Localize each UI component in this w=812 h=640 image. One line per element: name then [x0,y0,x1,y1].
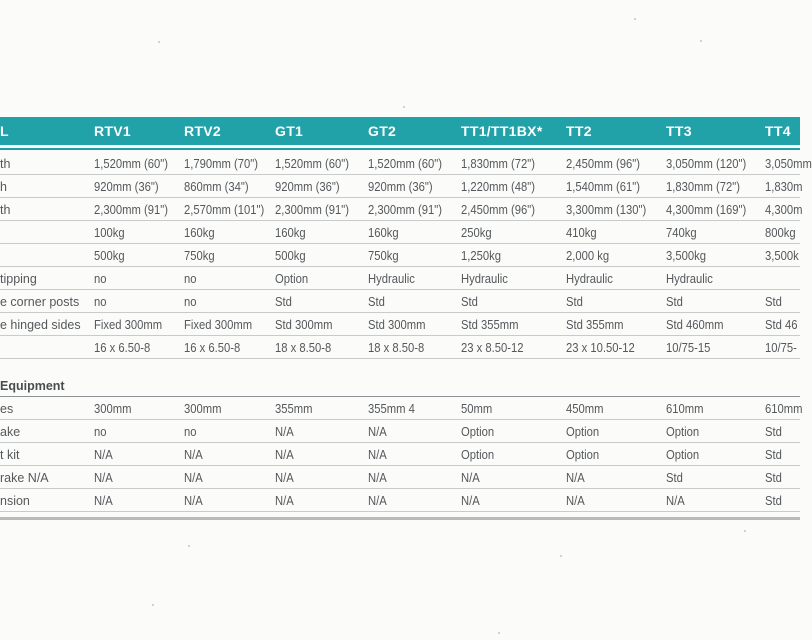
table-cell: no [184,295,197,309]
table-cell: 750kg [184,249,215,263]
table-cell: 1,250kg [461,249,502,263]
table-cell: 3,500k [765,249,799,263]
row-label: th [0,157,11,171]
table-cell: Fixed 300mm [94,318,163,332]
table-cell: 2,000 kg [566,249,610,263]
table-cell: N/A [666,494,685,508]
table-cell: 750kg [368,249,399,263]
equipment-row [0,444,800,466]
table-cell: Std [461,295,478,309]
paper-speck [700,40,702,42]
table-cell: 2,300mm (91") [94,203,169,217]
header-cell-gt2: GT2 [368,123,397,139]
row-label: rake N/A [0,471,49,485]
table-cell: 1,520mm (60") [368,157,443,171]
row-label: e hinged sides [0,318,81,332]
table-cell: 2,300mm (91") [368,203,443,217]
table-cell: 860mm (34") [184,180,249,194]
row-label: th [0,203,11,217]
table-cell: Std [275,295,292,309]
table-cell: N/A [94,471,113,485]
paper-speck [188,545,190,547]
row-label: h [0,180,7,194]
table-cell: 355mm 4 [368,402,415,416]
row-label: tipping [0,272,37,286]
header-cell-rtv2: RTV2 [184,123,221,139]
table-cell: Hydraulic [461,272,508,286]
table-cell: 920mm (36") [94,180,159,194]
table-cell: 1,830mm (72") [461,157,536,171]
equipment-row [0,398,803,420]
table-cell: 500kg [94,249,125,263]
table-cell: no [94,295,107,309]
row-label: e corner posts [0,295,80,309]
table-cell: N/A [461,471,480,485]
table-cell: 500kg [275,249,306,263]
paper-speck [152,604,154,606]
table-cell: 300mm [184,402,222,416]
table-cell: 1,540mm (61") [566,180,641,194]
table-cell: Option [666,425,700,439]
table-cell: N/A [368,494,387,508]
table-cell: 250kg [461,226,492,240]
table-cell: N/A [368,448,387,462]
table-cell: N/A [275,448,294,462]
table-cell: Std [666,295,683,309]
spec-row [0,268,800,290]
header-cell-rtv1: RTV1 [94,123,131,139]
table-cell: 740kg [666,226,697,240]
table-cell: 16 x 6.50-8 [184,341,241,355]
table-cell: N/A [184,471,203,485]
header-cell-label: L [0,123,9,139]
paper-speck [498,632,500,634]
table-cell: 610mm [666,402,704,416]
table-cell: 16 x 6.50-8 [94,341,151,355]
header-cell-tt4: TT4 [765,123,791,139]
equipment-row [0,490,800,512]
table-cell: 920mm (36") [275,180,340,194]
table-cell: 3,300mm (130") [566,203,647,217]
table-cell: 450mm [566,402,604,416]
section-title: Equipment [0,379,65,393]
spec-row [0,314,800,336]
table-cell: 1,830mm (72") [666,180,741,194]
section-rule [0,396,800,397]
table-cell: Std [765,471,782,485]
table-cell: 800kg [765,226,796,240]
row-label [0,337,90,359]
table-cell: no [184,272,197,286]
table-cell: Std [566,295,583,309]
table-cell: 355mm [275,402,313,416]
table-cell: 1,520mm (60") [94,157,169,171]
table-cell: N/A [566,471,585,485]
table-cell: 610mm [765,402,803,416]
table-cell: N/A [275,494,294,508]
table-cell: N/A [275,425,294,439]
table-cell: 1,790mm (70") [184,157,259,171]
table-cell: 23 x 10.50-12 [566,341,635,355]
table-cell: Std 300mm [368,318,426,332]
table-cell: Std [765,295,782,309]
spec-row [0,291,800,313]
table-cell: N/A [94,494,113,508]
row-label [0,245,90,267]
table-cell: 2,300mm (91") [275,203,350,217]
equipment-row [0,467,800,489]
table-cell: N/A [368,425,387,439]
table-cell: 2,450mm (96") [461,203,536,217]
table-cell: Fixed 300mm [184,318,253,332]
table-cell: 160kg [368,226,399,240]
table-cell: 1,830m [765,180,803,194]
table-cell: 2,450mm (96") [566,157,641,171]
table-cell: Hydraulic [368,272,415,286]
equipment-row [0,421,800,443]
table-cell: no [184,425,197,439]
table-cell: 18 x 8.50-8 [275,341,332,355]
table-cell: 3,500kg [666,249,707,263]
table-cell: 10/75- [765,341,797,355]
row-label: ake [0,425,21,439]
table-cell: N/A [368,471,387,485]
table-cell: 3,050mm [765,157,812,171]
row-label [0,222,90,244]
table-cell: Std [765,448,782,462]
table-cell: Std [765,425,782,439]
table-cell: Std [765,494,782,508]
spec-row [0,176,803,198]
header-cell-tt2: TT2 [566,123,592,139]
table-cell: 2,570mm (101") [184,203,265,217]
table-cell: Option [275,272,309,286]
table-cell: 160kg [184,226,215,240]
table-cell: Std [666,471,683,485]
table-cell: N/A [94,448,113,462]
row-label: t kit [0,448,20,462]
spec-row [0,153,812,175]
table-cell: Option [461,448,495,462]
header-cell-gt1: GT1 [275,123,304,139]
header-cell-tt1: TT1/TT1BX* [461,123,543,139]
table-cell: 50mm [461,402,493,416]
table-cell: Hydraulic [666,272,713,286]
header-cell-tt3: TT3 [666,123,692,139]
table-cell: Option [566,448,600,462]
table-cell: no [94,272,107,286]
table-cell: Std 460mm [666,318,724,332]
paper-speck [634,18,636,20]
paper-speck [158,41,160,43]
table-cell: 3,050mm (120") [666,157,747,171]
table-cell: N/A [184,494,203,508]
header-underline [0,148,800,150]
table-cell: 10/75-15 [666,341,711,355]
table-cell: Std 46 [765,318,798,332]
table-cell: N/A [275,471,294,485]
table-cell: 1,220mm (48") [461,180,536,194]
table-cell: Std 300mm [275,318,333,332]
table-cell: 410kg [566,226,597,240]
table-cell: 18 x 8.50-8 [368,341,425,355]
table-cell: Option [666,448,700,462]
table-cell: 1,520mm (60") [275,157,350,171]
table-cell: Std [368,295,385,309]
table-cell: no [94,425,107,439]
table-cell: Std 355mm [566,318,624,332]
spec-row [0,222,800,244]
spec-row [0,337,800,359]
row-label: nsion [0,494,30,508]
table-cell: N/A [184,448,203,462]
paper-speck [744,530,746,532]
table-cell: 4,300mm (169") [666,203,747,217]
table-cell: N/A [461,494,480,508]
table-cell: 300mm [94,402,132,416]
bottom-rule [0,517,800,520]
table-cell: N/A [566,494,585,508]
table-cell: 160kg [275,226,306,240]
table-cell: Std 355mm [461,318,519,332]
table-cell: Option [461,425,495,439]
paper-speck [560,555,562,557]
table-cell: Option [566,425,600,439]
header-band [0,117,800,145]
table-cell: 4,300m [765,203,803,217]
table-cell: 100kg [94,226,125,240]
table-cell: 23 x 8.50-12 [461,341,524,355]
spec-row [0,199,803,221]
paper-speck [403,106,405,108]
table-cell: 920mm (36") [368,180,433,194]
spec-row [0,245,800,267]
table-cell: Hydraulic [566,272,613,286]
row-label: es [0,402,14,416]
